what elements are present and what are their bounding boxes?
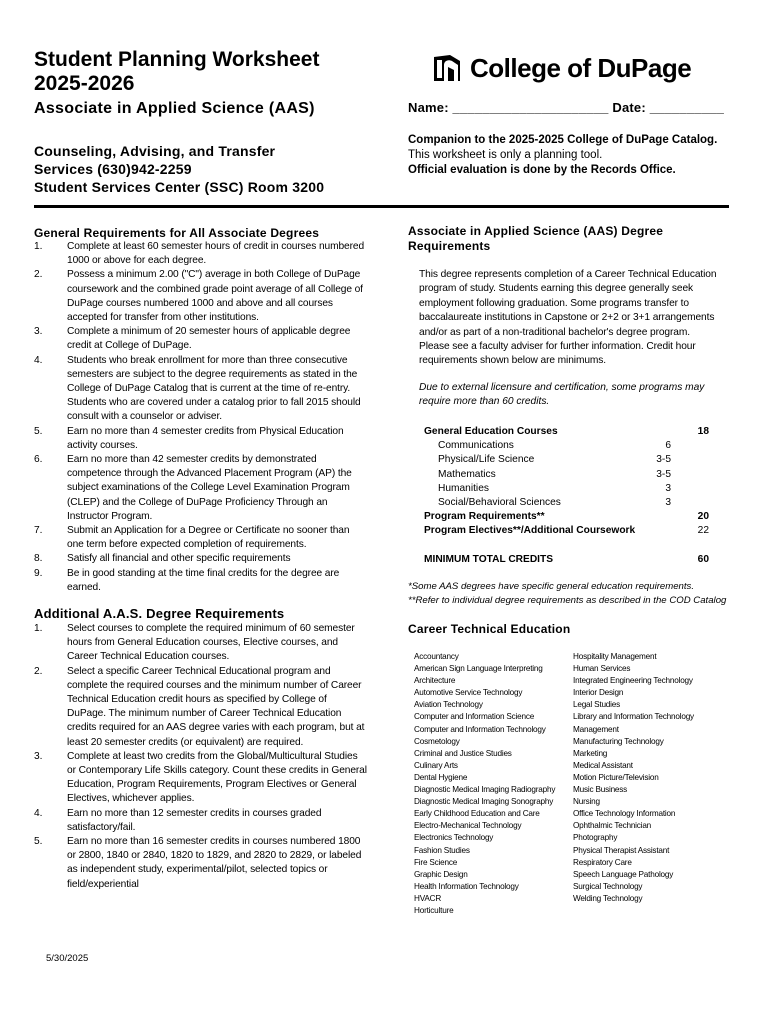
aas-degree-heading (408, 224, 738, 254)
list-item (34, 750, 368, 807)
program-item: Marketing (573, 748, 608, 758)
contact-line-3: Student Services Center (SSC) Room 3200 (34, 179, 325, 195)
licensure-note: Due to external licensure and certification, some programs may require more than 60 credits. (419, 382, 705, 408)
program-item: Library and Information Technology (573, 712, 694, 722)
list-item-text: Complete at least two credits from the Global/Multicultural Studies or Contemporary Life Skills category. Count these credits in General Education, Program Requirements, Program Electives or General Electives, whichever applies. (67, 750, 367, 805)
program-item: Graphic Design (414, 869, 468, 879)
program-item: Photography (573, 833, 618, 843)
list-item-text: Possess a minimum 2.00 ("C") average in both College of DuPage coursework and the combined grade point average of all College of DuPage courses numbered 1000 and above and all courses accepted for transfer from other institutions. (67, 269, 363, 324)
aas-heading-line-1: Associate in Applied Science (AAS) Degree (408, 224, 664, 238)
credits-row-subcategory (424, 453, 709, 467)
list-item-text: Earn no more than 12 semester credits in courses graded satisfactory/fail. (67, 807, 322, 833)
credit-footnotes (408, 580, 738, 607)
program-item: Welding Technology (573, 893, 643, 903)
program-item: Speech Language Pathology (573, 869, 674, 879)
credits-label: Humanities (438, 482, 489, 494)
list-item-number: 2. (34, 665, 43, 677)
program-item: Electro-Mechanical Technology (414, 821, 522, 831)
aas-description: This degree represents completion of a Career Technical Education program of study. Students earning this degree generally seek employment following graduation. Some programs transfer to baccalaureate institutions in Capstone or 2+2 or 3+1 arrangements and/or as part of a non-traditional bachelor's degree program. Please see a faculty adviser for further information. Credit hour requirements shown below are minimums. (419, 269, 717, 367)
credits-row-subcategory (424, 482, 709, 496)
credits-row-gen-ed (424, 425, 709, 439)
program-item: Interior Design (573, 688, 624, 698)
list-item (34, 268, 368, 325)
list-item-text: Submit an Application for a Degree or Certificate no sooner than one term before expected completion of requirements. (67, 525, 350, 551)
list-item (34, 524, 368, 552)
program-item: American Sign Language Interpreting (414, 664, 543, 674)
list-item (34, 453, 368, 524)
list-item-number: 3. (34, 750, 43, 762)
credits-value: 18 (697, 426, 709, 437)
program-item: Health Information Technology (414, 881, 519, 891)
contact-line-1: Counseling, Advising, and Transfer (34, 143, 276, 159)
credits-table (424, 425, 709, 567)
list-item-number: 5. (34, 425, 43, 437)
college-logo-icon (430, 51, 464, 85)
title-line-2: 2025-2026 (34, 72, 135, 95)
list-item (34, 325, 368, 353)
list-item (34, 354, 368, 425)
additional-requirements-heading: Additional A.A.S. Degree Requirements (34, 606, 285, 621)
name-date-line: Name: _____________________ Date: __________ (408, 100, 725, 115)
list-item-text: Be in good standing at the time final credits for the degree are earned. (67, 567, 340, 593)
program-item: HVACR (414, 893, 442, 903)
program-item: Early Childhood Education and Care (414, 809, 540, 819)
college-logo-text: College of DuPage (470, 52, 692, 83)
program-item: Accountancy (414, 652, 459, 661)
list-item (34, 807, 368, 835)
list-item-number: 1. (34, 623, 43, 634)
general-requirements-list (34, 240, 368, 595)
list-item-number: 2. (34, 269, 43, 281)
credits-row-subcategory (424, 468, 709, 482)
credits-value: 60 (697, 553, 709, 565)
list-item-number: 8. (34, 553, 43, 565)
list-item-text: Select a specific Career Technical Educational program and complete the required courses and the minimum number of Career Technical Education credit hours as specified by College of DuPage. The minimum number of Career Technical Education credits required for an AAS degree varies with each program, but at least 20 semester credits (or equivalent) are required. (67, 665, 365, 748)
program-item: Dental Hygiene (414, 772, 468, 782)
list-item-number: 4. (34, 807, 43, 819)
program-item: Cosmetology (414, 736, 460, 746)
header-divider (34, 205, 729, 208)
list-item (34, 567, 368, 595)
program-item: Music Business (573, 785, 628, 795)
career-technical-heading: Career Technical Education (408, 622, 571, 636)
footnote-program-req: **Refer to individual degree requirements as described in the COD Catalog (408, 594, 727, 606)
list-item (34, 552, 368, 566)
list-item-number: 1. (34, 241, 43, 252)
list-item-text: Earn no more than 4 semester credits from Physical Education activity courses. (67, 425, 344, 451)
program-item: Electronics Technology (414, 833, 494, 843)
credits-value: 3-5 (656, 454, 671, 466)
program-item: Surgical Technology (573, 881, 643, 891)
list-item-number: 6. (34, 454, 43, 466)
credits-label: Program Electives**/Additional Coursework (424, 525, 636, 537)
contact-line-2: Services (630)942-2259 (34, 161, 192, 177)
credits-row-minimum-total (424, 553, 709, 567)
footnote-general-ed: *Some AAS degrees have specific general education requirements. (408, 581, 695, 592)
college-logo (430, 46, 730, 90)
credits-value: 3-5 (656, 468, 671, 480)
credits-value: 22 (697, 525, 709, 537)
program-item: Aviation Technology (414, 700, 483, 710)
program-item: Medical Assistant (573, 760, 633, 770)
general-requirements-heading: General Requirements for All Associate Degrees (34, 226, 320, 240)
credits-label: Social/Behavioral Sciences (438, 497, 561, 509)
credits-row-program-req (424, 510, 709, 524)
list-item-text: Earn no more than 16 semester credits in courses numbered 1800 or 2800, 1840 or 2840, 1820 to 1829, and 2820 to 2829, or labeled as independent study, experimental/pilot, selected topics or field/experiential (67, 836, 362, 890)
page-title (34, 48, 374, 96)
program-item: Office Technology Information (573, 809, 676, 819)
program-item: Computer and Information Technology (414, 724, 546, 734)
degree-subtitle: Associate in Applied Science (AAS) (34, 100, 315, 117)
list-item-number: 3. (34, 326, 43, 338)
program-item: Human Services (573, 664, 631, 674)
title-line-1: Student Planning Worksheet (34, 48, 320, 71)
credits-label: Mathematics (438, 468, 496, 480)
list-item (34, 240, 368, 268)
catalog-companion-note (408, 133, 738, 178)
program-item: Fashion Studies (414, 845, 470, 855)
credits-label: MINIMUM TOTAL CREDITS (424, 553, 554, 565)
list-item-number: 7. (34, 525, 43, 537)
credits-row-program-electives (424, 524, 709, 538)
list-item (34, 835, 368, 892)
credits-value: 6 (665, 440, 671, 452)
list-item-text: Complete a minimum of 20 semester hours of applicable degree credit at College of DuPage. (67, 326, 351, 352)
program-item: Respiratory Care (573, 857, 632, 867)
credits-row-subcategory (424, 496, 709, 510)
credits-label: Physical/Life Science (438, 454, 535, 466)
program-item: Computer and Information Science (414, 712, 535, 722)
companion-text: Companion to the 2025-2025 College of DuPage Catalog. (408, 134, 718, 146)
program-item: Motion Picture/Television (573, 772, 659, 782)
program-item: Fire Science (414, 857, 458, 867)
official-evaluation-note: Official evaluation is done by the Records Office. (408, 164, 676, 176)
footer-date: 5/30/2025 (46, 953, 89, 964)
planning-tool-note: This worksheet is only a planning tool. (408, 149, 603, 161)
program-item: Nursing (573, 797, 600, 807)
credits-value: 20 (697, 511, 709, 523)
contact-info (34, 142, 374, 196)
program-item: Management (573, 724, 619, 734)
list-item (34, 425, 368, 453)
aas-heading-line-2: Requirements (408, 239, 491, 253)
credits-label: General Education Courses (424, 426, 558, 437)
program-item: Manufacturing Technology (573, 736, 664, 746)
list-item-number: 4. (34, 354, 43, 366)
list-item-text: Select courses to complete the required minimum of 60 semester hours from General Education courses, Elective courses, and Career Technical Education courses. (67, 623, 355, 663)
list-item (34, 665, 368, 750)
program-item: Legal Studies (573, 700, 621, 710)
list-item-text: Students who break enrollment for more than three consecutive semesters are subject to the degree requirements as stated in the College of DuPage Catalog that is current at the time of re-entry. Students who are covered under a catalog prior to fall 2015 should consult with a counselor or adviser. (67, 354, 361, 423)
programs-column-1 (414, 651, 564, 917)
program-item: Horticulture (414, 905, 454, 915)
additional-requirements-list (34, 622, 368, 892)
program-item: Culinary Arts (414, 760, 458, 770)
list-item-number: 9. (34, 567, 43, 579)
list-item-text: Complete at least 60 semester hours of credit in courses numbered 1000 or above for each degree. (67, 241, 365, 267)
list-item-text: Earn no more than 42 semester credits by demonstrated competence through the Advanced Placement Program (AP) the subject examinations of the College Level Examination Program (CLEP) and the College of DuPage Proficiency Through an Instructor Program. (67, 454, 352, 522)
program-item: Integrated Engineering Technology (573, 676, 693, 686)
list-item-number: 5. (34, 836, 43, 848)
program-item: Architecture (414, 676, 456, 686)
programs-column-2 (573, 651, 723, 905)
program-item: Criminal and Justice Studies (414, 748, 512, 758)
program-item: Ophthalmic Technician (573, 821, 652, 831)
program-item: Hospitality Management (573, 652, 657, 661)
credits-label: Program Requirements** (424, 511, 545, 523)
program-item: Diagnostic Medical Imaging Radiography (414, 785, 556, 795)
program-item: Automotive Service Technology (414, 688, 523, 698)
program-item: Diagnostic Medical Imaging Sonography (414, 797, 554, 807)
credits-value: 3 (665, 497, 671, 509)
credits-label: Communications (438, 440, 514, 452)
program-item: Physical Therapist Assistant (573, 845, 670, 855)
credits-value: 3 (665, 482, 671, 494)
list-item (34, 622, 368, 665)
credits-row-subcategory (424, 439, 709, 453)
list-item-text: Satisfy all financial and other specific requirements (67, 553, 291, 565)
